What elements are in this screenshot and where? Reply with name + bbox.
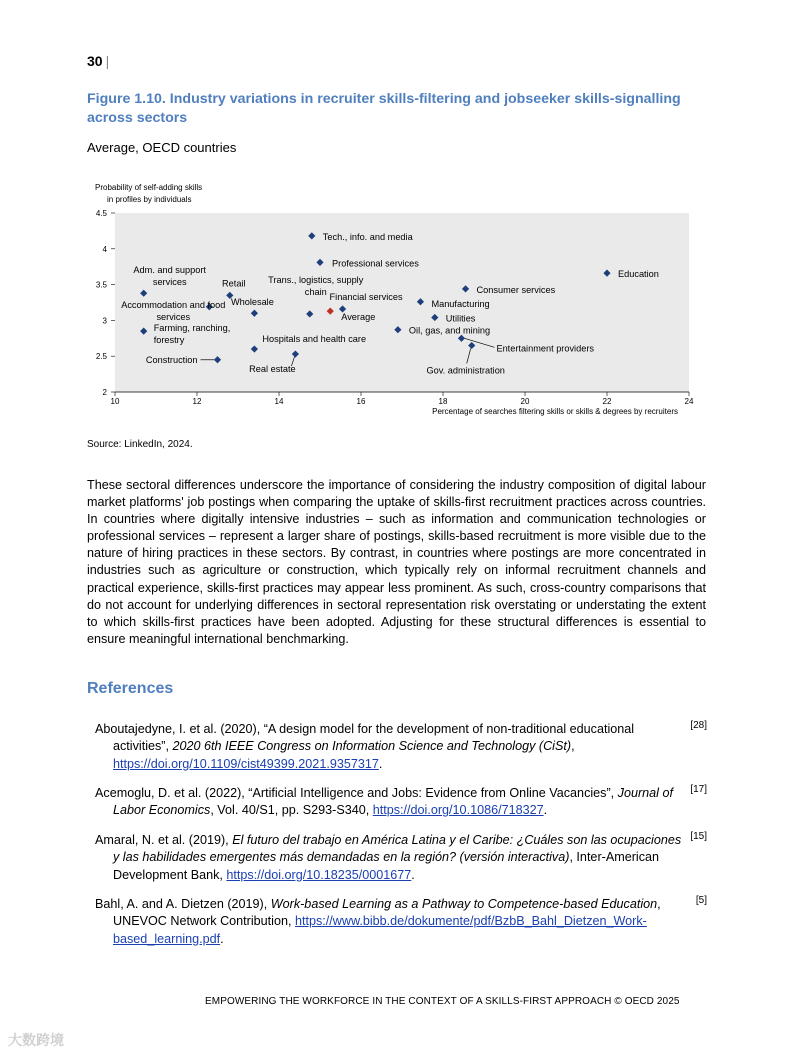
data-label [496, 343, 594, 353]
x-tick-label: 14 [274, 397, 284, 406]
data-label [262, 334, 366, 344]
y-axis-title-line-2: in profiles by individuals [107, 195, 192, 204]
data-label [431, 299, 489, 309]
figure-title: Figure 1.10. Industry variations in recruiter skills-filtering and jobseeker skills-signalling across sectors [87, 91, 681, 126]
data-label-line: services [152, 277, 187, 288]
x-axis-title: Percentage of searches filtering skills or skills & degrees by recruiters [432, 407, 678, 416]
reference-text: Acemoglu, D. et al. (2022), “Artificial Intelligence and Jobs: Evidence from Online Vacancies”, Journal of Labor Economics, Vol. 40/S1, pp. S293-S340, https://doi.org/10.1086/718327. [95, 786, 673, 818]
data-label [330, 292, 403, 302]
reference-number: [5] [695, 895, 707, 906]
reference-venue: Journal of Labor Economics [113, 786, 673, 818]
reference-number: [17] [690, 784, 707, 795]
data-label-line: Education [618, 269, 659, 280]
data-label-line: Trans., logistics, supply [268, 274, 364, 285]
data-label [231, 297, 274, 307]
data-label-line: Average [341, 312, 376, 323]
data-label-line: Construction [145, 354, 198, 365]
data-label-line: chain [304, 286, 327, 297]
data-label [323, 232, 414, 242]
reference-item [95, 896, 707, 948]
reference-link[interactable]: https://doi.org/10.1109/cist49399.2021.9357317 [113, 756, 379, 771]
data-label-line: Farming, ranching, [153, 323, 231, 334]
scatter-chart [80, 178, 696, 423]
reference-text: Aboutajedyne, I. et al. (2020), “A design model for the development of non-traditional educational activities”, 2020 6th IEEE Congress on Information Science and Technology (CiSt), https://doi.org/10.1109/cist49399.2021.9357317. [95, 722, 635, 771]
x-tick-label: 16 [356, 397, 366, 406]
reference-text: Amaral, N. et al. (2019), El futuro del trabajo en América Latina y el Caribe: ¿Cuáles son las ocupaciones y las habilidades emergentes más demandadas en la región? (versión interactiva), Inter-American Development Bank, https://doi.org/10.18235/0001677. [95, 833, 682, 882]
data-label-line: services [156, 311, 191, 322]
reference-item [95, 785, 707, 820]
data-label [477, 285, 556, 295]
x-tick-label: 20 [520, 397, 530, 406]
data-label-line: Wholesale [230, 297, 274, 308]
x-tick-label: 24 [684, 397, 694, 406]
data-label-line: Accommodation and food [121, 299, 226, 310]
y-tick-label: 4.5 [95, 209, 107, 218]
data-label [222, 278, 246, 288]
data-label [409, 326, 490, 336]
reference-item [95, 832, 707, 884]
data-label [341, 312, 375, 322]
data-label-line: Tech., info. and media [322, 231, 413, 242]
data-label-line: Gov. administration [426, 365, 505, 376]
figure-source: Source: LinkedIn, 2024. [87, 439, 193, 450]
data-label [146, 355, 198, 365]
page-footer: EMPOWERING THE WORKFORCE IN THE CONTEXT OF A SKILLS-FIRST APPROACH © OECD 2025 [205, 996, 680, 1007]
reference-link[interactable]: https://doi.org/10.18235/0001677 [226, 867, 412, 882]
data-label-line: Oil, gas, and mining [408, 325, 491, 336]
x-tick-label: 18 [438, 397, 448, 406]
figure-subtitle: Average, OECD countries [87, 140, 237, 155]
data-label [332, 258, 419, 268]
y-axis-title-line-1: Probability of self-adding skills [95, 183, 203, 192]
data-label-line: Professional services [332, 258, 419, 269]
reference-venue: 2020 6th IEEE Congress on Information Science and Technology (CiSt) [172, 739, 572, 754]
references-heading: References [87, 680, 174, 697]
watermark: 大数跨境 [8, 1032, 64, 1048]
reference-text: Bahl, A. and A. Dietzen (2019), Work-based Learning as a Pathway to Competence-based Education, UNEVOC Network Contribution, https://www.bibb.de/dokumente/pdf/BzbB_Bahl_Dietzen_Work-based_learning.pdf. [95, 897, 661, 946]
reference-item [95, 721, 707, 773]
data-label-line: Retail [222, 278, 246, 289]
page-number: 30 | [87, 53, 110, 69]
data-label-line: Real estate [249, 364, 296, 375]
reference-link[interactable]: https://www.bibb.de/dokumente/pdf/BzbB_Bahl_Dietzen_Work-based_learning.pdf [113, 914, 647, 946]
data-label [446, 314, 476, 324]
y-tick-label: 4 [102, 244, 107, 254]
data-label [426, 365, 504, 375]
y-tick-label: 2.5 [95, 352, 107, 362]
x-tick-label: 10 [110, 397, 120, 406]
x-tick-label: 12 [192, 397, 202, 406]
data-label-line: Financial services [329, 291, 403, 302]
y-tick-label: 3 [102, 316, 107, 326]
reference-number: [28] [690, 720, 707, 731]
page-number-separator: | [105, 53, 110, 69]
data-label-line: Consumer services [476, 284, 556, 295]
data-label [249, 364, 295, 374]
y-tick-label: 3.5 [95, 280, 107, 290]
reference-venue: El futuro del trabajo en América Latina y el Caribe: ¿Cuáles son las ocupaciones y las habilidades emergentes más demandadas en la región? (versión interactiva) [113, 833, 682, 865]
x-tick-label: 22 [602, 397, 612, 406]
data-label-line: Entertainment providers [496, 343, 594, 354]
reference-number: [15] [690, 831, 707, 842]
data-label-line: Manufacturing [431, 298, 490, 309]
y-tick-label: 2 [102, 388, 107, 397]
data-label-line: Utilities [445, 313, 476, 324]
data-label-line: Hospitals and health care [262, 334, 367, 345]
data-label-line: Adm. and support [133, 265, 206, 276]
data-label-line: forestry [153, 335, 185, 346]
body-paragraph: These sectoral differences underscore the importance of considering the industry composition of digital labour market platforms' job postings when comparing the uptake of skills-first recruitment practices across countries. In countries where digitally intensive industries – such as information and communication technologies or professional services – represent a larger share of postings, skills-based recruitment is more visible due to the nature of hiring practices in these sectors. By contrast, in countries where postings are more concentrated in industries such as agriculture or construction, which typically rely on informal recruitment channels and practical experience, skills-first practices may appear less prominent. As such, cross-country comparisons that do not account for underlying differences in sectoral representation risk overstating or understating the extent to which skills-first practices have been adopted. Adjusting for these structural differences is essential to ensure meaningful international benchmarking. [87, 478, 706, 646]
data-label [618, 269, 659, 279]
reference-link[interactable]: https://doi.org/10.1086/718327 [372, 803, 544, 818]
reference-venue: Work-based Learning as a Pathway to Competence-based Education [270, 897, 658, 911]
